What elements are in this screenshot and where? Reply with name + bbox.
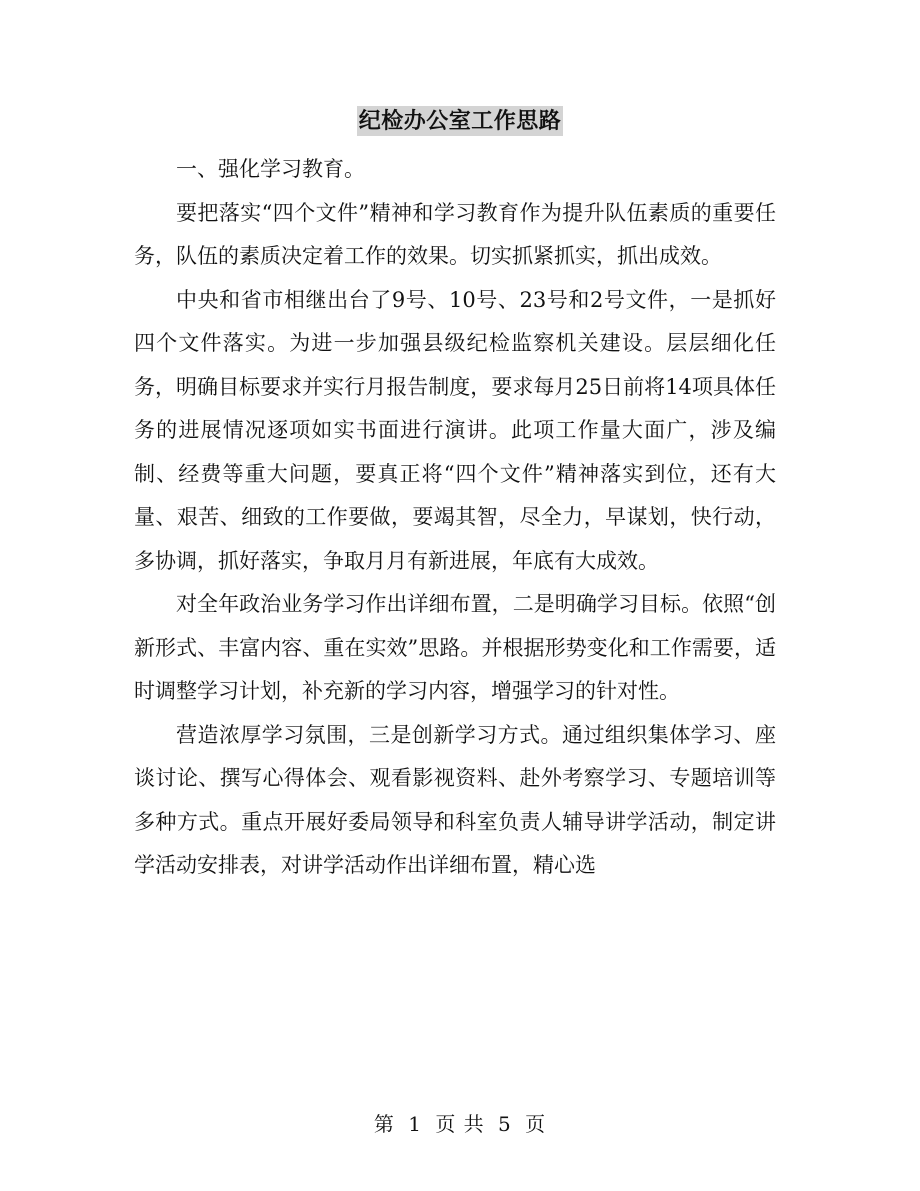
current-page-number: 1 xyxy=(408,1112,422,1136)
document-body xyxy=(134,148,776,888)
section-heading: 一、强化学习教育。 xyxy=(176,157,365,181)
paragraph: 营造浓厚学习氛围，三是创新学习方式。通过组织集体学习、座谈讨论、撰写心得体会、观看影视资料、赴外考察学习、专题培训等多种方式。重点开展好委局领导和科室负责人辅导讲学活动，制定讲学活动安排表，对讲学活动作出详细布置，精心选 xyxy=(134,722,776,877)
document-title: 纪检办公室工作思路 xyxy=(358,108,562,134)
footer-suffix: 页 xyxy=(525,1112,547,1136)
paragraph: 中央和省市相继出台了9号、10号、23号和2号文件，一是抓好四个文件落实。为进一步加强县级纪检监察机关建设。层层细化任务，明确目标要求并实行月报告制度，要求每月25日前将14项具体任务的进展情况逐项如实书面进行演讲。此项工作量大面广，涉及编制、经费等重大问题，要真正将“四个文件”精神落实到位，还有大量、艰苦、细致的工作要做，要竭其智，尽全力，早谋划，快行动，多协调，抓好落实，争取月月有新进展，年底有大成效。 xyxy=(134,287,776,573)
footer-middle: 页 共 xyxy=(435,1112,485,1136)
page-footer xyxy=(0,1111,920,1137)
total-pages-number: 5 xyxy=(498,1112,512,1136)
paragraph: 对全年政治业务学习作出详细布置，二是明确学习目标。依照“创新形式、丰富内容、重在实效”思路。并根据形势变化和工作需要，适时调整学习计划，补充新的学习内容，增强学习的针对性。 xyxy=(134,592,776,703)
footer-prefix: 第 xyxy=(373,1112,395,1136)
title-container xyxy=(0,106,920,136)
paragraph: 要把落实“四个文件”精神和学习教育作为提升队伍素质的重要任务，队伍的素质决定着工作的效果。切实抓紧抓实，抓出成效。 xyxy=(134,200,776,268)
